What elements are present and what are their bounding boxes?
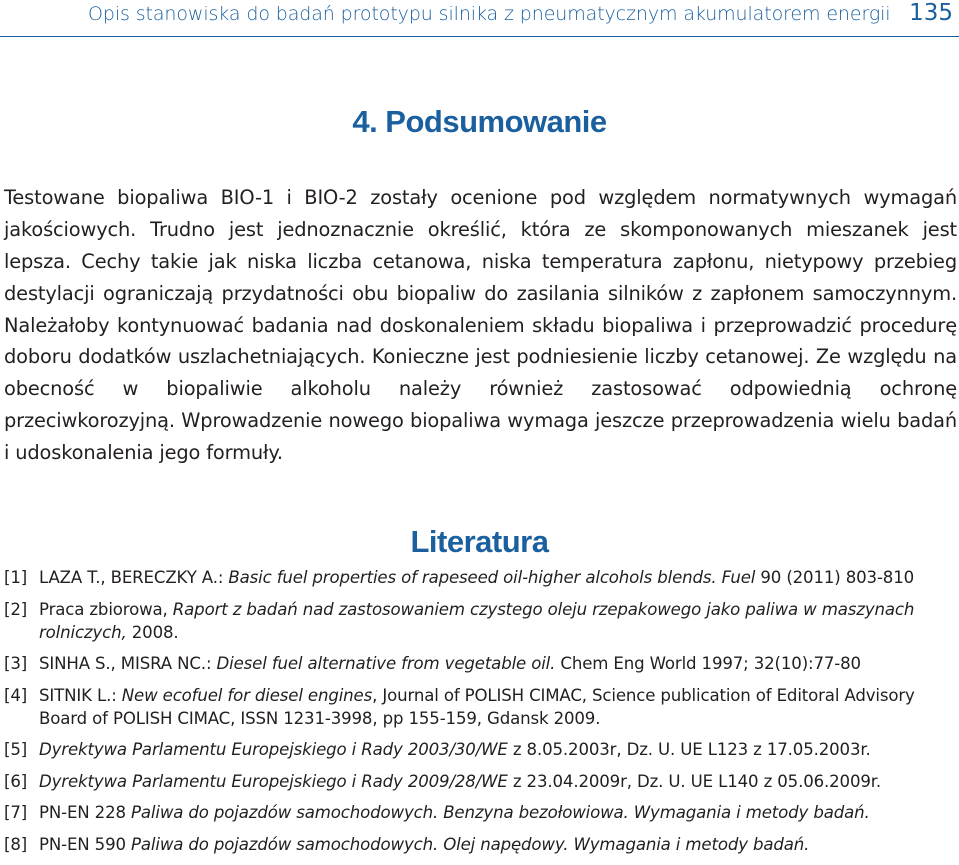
reference-item [4,652,957,675]
reference-title: Dyrektywa Parlamentu Europejskiego i Rady 2009/28/WE [39,771,508,791]
page-number: 135 [909,0,953,26]
reference-details: 2008. [126,622,179,642]
reference-title: Diesel fuel alternative from vegetable oil. [216,654,556,673]
summary-paragraph: Testowane biopaliwa BIO-1 i BIO-2 zostały ocenione pod względem normatywnych wymagań jakościowych. Trudno jest jednoznacznie określić, która ze skomponowanych mieszanek jest lepsza. Cechy takie jak niska liczba cetanowa, niska temperatura zapłonu, nietypowy przebieg destylacji ograniczają przydatności obu biopaliw do zasilania silników z zapłonem samoczynnym. Należałoby kontynuować badania nad doskonaleniem składu biopaliwa i przeprowadzić procedurę doboru dodatków uszlachetniających. Konieczne jest podniesienie liczby cetanowej. Ze względu na obecność w biopaliwie alkoholu należy również zastosować odpowiednią ochronę przeciwkorozyjną. Wprowadzenie nowego biopaliwa wymaga jeszcze przeprowadzenia wielu badań i udoskonalenia jego formuły. [4,186,957,464]
reference-authors: SITNIK L.: [39,685,122,705]
summary-heading: 4. Podsumowanie [352,104,607,139]
reference-item [4,801,957,824]
reference-authors: PN-EN 228 [39,803,132,822]
reference-number: [6] [4,771,28,791]
reference-details: Chem Eng World 1997; 32(10):77-80 [555,654,861,673]
reference-item [4,684,957,730]
reference-item [4,738,957,761]
reference-details: , Journal of POLISH CIMAC, Science publication of Editoral Advisory Board of POLISH CIMAC, ISSN 1231-3998, pp 155-159, Gdansk 2009. [39,685,915,728]
reference-title: Paliwa do pojazdów samochodowych. Benzyna bezołowiowa. Wymagania i metody badań. [131,803,870,822]
header-divider [0,36,959,37]
reference-number: [1] [4,568,28,587]
literature-heading: Literatura [410,524,549,559]
reference-number: [3] [4,654,28,673]
reference-item [4,566,957,589]
reference-title: Basic fuel properties of rapeseed oil-higher alcohols blends. Fuel [228,568,756,587]
reference-item [4,770,957,793]
reference-details: z 23.04.2009r, Dz. U. UE L140 z 05.06.2009r. [507,771,882,791]
reference-title: New ecofuel for diesel engines [121,685,373,705]
reference-list [4,566,957,864]
reference-number: [2] [4,599,28,619]
reference-item [4,833,957,856]
page-header [0,0,959,32]
reference-authors: SINHA S., MISRA NC.: [39,654,217,673]
reference-title: Raport z badań nad zastosowaniem czystego oleju rzepakowego jako paliwa w maszynach rolniczych, [39,599,915,642]
reference-number: [4] [4,685,28,705]
reference-title: Paliwa do pojazdów samochodowych. Olej napędowy. Wymagania i metody badań. [131,834,810,854]
running-title: Opis stanowiska do badań prototypu silnika z pneumatycznym akumulatorem energii [88,3,891,25]
reference-authors: Praca zbiorowa, [39,599,173,619]
reference-details: 90 (2011) 803-810 [755,568,915,587]
reference-number: [7] [4,803,28,822]
reference-authors: LAZA T., BERECZKY A.: [39,568,229,587]
reference-number: [8] [4,834,28,854]
reference-number: [5] [4,740,28,759]
reference-authors: PN-EN 590 [39,834,132,854]
reference-item [4,598,957,644]
reference-details: z 8.05.2003r, Dz. U. UE L123 z 17.05.2003r. [507,740,871,759]
reference-title: Dyrektywa Parlamentu Europejskiego i Rady 2003/30/WE [39,740,508,759]
